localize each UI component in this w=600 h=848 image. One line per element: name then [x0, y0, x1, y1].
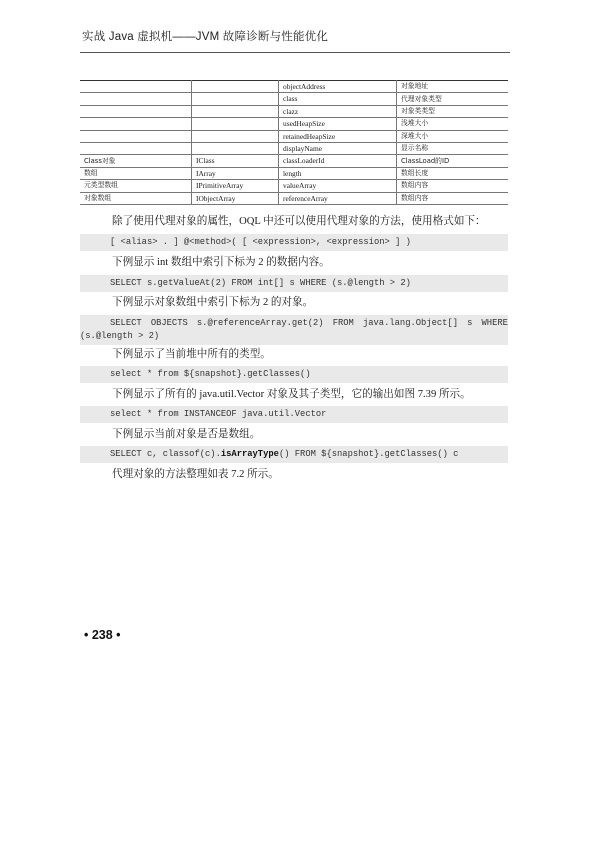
table-row [80, 105, 508, 117]
table-row [80, 167, 508, 179]
code-object-array [80, 315, 508, 345]
code-bold-method: isArrayType [220, 449, 279, 459]
running-header: 实战 Java 虚拟机——JVM 故障诊断与性能优化 [82, 31, 329, 43]
code-text: () FROM ${snapshot}.getClasses() c [278, 449, 459, 459]
table-cell: 数组内容 [397, 192, 509, 204]
code-line: select * from INSTANCEOF java.util.Vector [110, 409, 327, 419]
table-cell: Class对象 [80, 155, 192, 167]
code-method-syntax [80, 234, 508, 251]
paragraph-is-array-example: 下例显示当前对象是否是数组。 [112, 429, 261, 440]
table-cell [80, 81, 192, 93]
table-cell: 对象地址 [397, 81, 509, 93]
code-line: select * from ${snapshot}.getClasses() [110, 369, 311, 379]
table-cell: IObjectArray [192, 192, 279, 204]
code-word: SELECT [110, 318, 142, 328]
table-cell: clazz [279, 105, 397, 117]
table-cell: 显示名称 [397, 142, 509, 154]
table-cell: displayName [279, 142, 397, 154]
table-cell [80, 105, 192, 117]
paragraph-heap-types-example: 下例显示了当前堆中所有的类型。 [112, 349, 271, 360]
table-row [80, 155, 508, 167]
code-word: s.@referenceArray.get(2) [196, 318, 324, 328]
table-cell: 数组内容 [397, 180, 509, 192]
table-cell: valueArray [279, 180, 397, 192]
paragraph-vector-example: 下例显示了所有的 java.util.Vector 对象及其子类型，它的输出如图 7.39 所示。 [112, 389, 471, 400]
table-cell: IPrimitiveArray [192, 180, 279, 192]
code-line-justified [80, 317, 508, 330]
code-word: OBJECTS [150, 318, 188, 328]
table-cell [80, 130, 192, 142]
table-cell: class [279, 93, 397, 105]
table-row [80, 192, 508, 204]
code-is-array [80, 446, 508, 463]
table-cell: 对象数组 [80, 192, 192, 204]
code-word: s [467, 318, 473, 328]
code-word: FROM [332, 318, 354, 328]
paragraph-object-array-example: 下例显示对象数组中索引下标为 2 的对象。 [112, 297, 314, 308]
page-number: • 238 • [84, 628, 121, 642]
code-word: java.lang.Object[] [362, 318, 458, 328]
table-cell: 数组 [80, 167, 192, 179]
table-cell [80, 142, 192, 154]
code-line [80, 448, 508, 461]
table-cell: objectAddress [279, 81, 397, 93]
table-cell: usedHeapSize [279, 118, 397, 130]
table-cell: 浅堆大小 [397, 118, 509, 130]
table-row [80, 81, 508, 93]
code-line: (s.@length > 2) [80, 331, 160, 341]
proxy-properties-table [80, 80, 508, 205]
table-cell: length [279, 167, 397, 179]
table-cell: classLoaderId [279, 155, 397, 167]
paragraph-method-usage: 除了使用代理对象的属性，OQL 中还可以使用代理对象的方法，使用格式如下： [112, 216, 486, 227]
table-cell: retainedHeapSize [279, 130, 397, 142]
table-cell: 数组长度 [397, 167, 509, 179]
paragraph-table-reference: 代理对象的方法整理如表 7.2 所示。 [112, 469, 279, 480]
table-cell [192, 118, 279, 130]
table-cell: 元类型数组 [80, 180, 192, 192]
table-cell: IClass [192, 155, 279, 167]
table-cell: IArray [192, 167, 279, 179]
table-cell [80, 118, 192, 130]
table-cell [192, 130, 279, 142]
table-cell [192, 93, 279, 105]
code-text: SELECT c, classof(c). [110, 449, 221, 459]
table-cell: 代理对象类型 [397, 93, 509, 105]
table-cell: ClassLoad的ID [397, 155, 509, 167]
code-int-array [80, 275, 508, 292]
table-cell [80, 93, 192, 105]
table-row [80, 142, 508, 154]
table-cell [192, 81, 279, 93]
table-cell: 对象类类型 [397, 105, 509, 117]
paragraph-int-array-example: 下例显示 int 数组中索引下标为 2 的数据内容。 [112, 257, 330, 268]
table-row [80, 130, 508, 142]
code-vector [80, 406, 508, 423]
table-cell: 深堆大小 [397, 130, 509, 142]
table-row [80, 180, 508, 192]
table-cell [192, 105, 279, 117]
code-word: WHERE [481, 318, 508, 328]
table-cell: referenceArray [279, 192, 397, 204]
code-line: [ <alias> . ] @<method>( [ <expression>, <expression> ] ) [110, 237, 411, 247]
code-line: SELECT s.getValueAt(2) FROM int[] s WHERE (s.@length > 2) [110, 278, 411, 288]
header-rule [80, 52, 510, 53]
table-row [80, 93, 508, 105]
table-cell [192, 142, 279, 154]
code-heap-types [80, 366, 508, 383]
table-row [80, 118, 508, 130]
